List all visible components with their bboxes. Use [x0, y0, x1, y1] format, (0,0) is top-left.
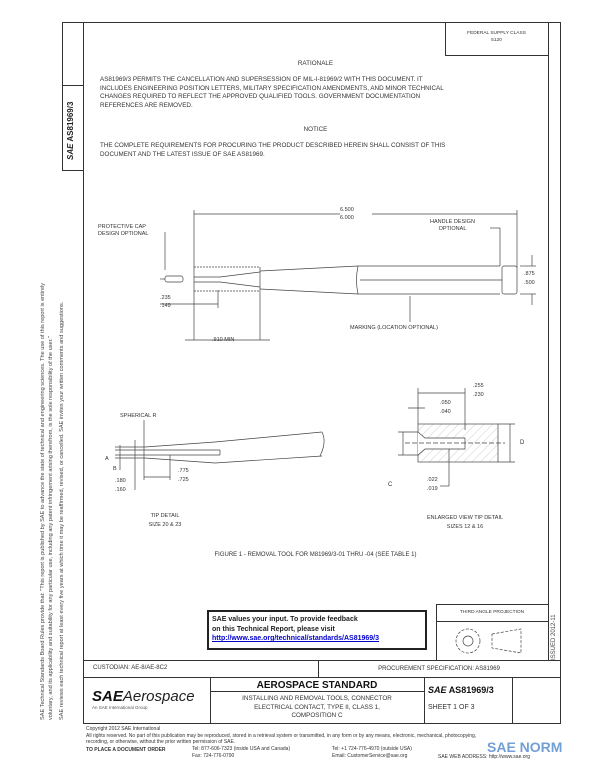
label-b: B	[113, 466, 117, 472]
aerospace-standard-title: AEROSPACE STANDARD	[256, 680, 378, 691]
label-line: DESIGN OPTIONAL	[98, 231, 149, 237]
label-a: A	[105, 456, 109, 462]
label-line: SIZE 20 & 23	[148, 522, 182, 528]
protective-cap-label	[98, 224, 148, 238]
web-address: SAE WEB ADDRESS: http://www.sae.org	[438, 754, 530, 760]
sae-aerospace-logo	[92, 688, 195, 710]
dim-775	[178, 467, 189, 485]
overall-length-dim	[340, 206, 354, 222]
logo-subtitle: An SAE International Group	[92, 705, 148, 710]
dim-max: .050	[440, 400, 451, 406]
dim-min: .149	[160, 303, 171, 309]
side-notice-1: SAE Technical Standards Board Rules provide that: "This report is published by SAE to advance the state of technical and engineering sciences. The use of this report is entirely	[40, 282, 46, 720]
handle-dia-dim	[524, 270, 535, 288]
watermark-logo: SAE NORM	[487, 739, 563, 755]
dim-min: .230	[473, 392, 484, 398]
contact-usa	[192, 746, 290, 760]
logo-sae: SAE	[92, 688, 123, 705]
third-angle-projection-icon	[436, 622, 548, 660]
rights-line: recording, or otherwise, without the prior written permission of SAE.	[86, 739, 236, 745]
logo-aerospace: Aerospace	[122, 688, 195, 705]
dim-min: .019	[427, 486, 438, 492]
notice-heading: NOTICE	[303, 126, 328, 133]
sheet-number: SHEET 1 OF 3	[428, 704, 475, 711]
divider	[83, 677, 561, 678]
text-line: DOCUMENT AND THE LATEST ISSUE OF SAE AS81969.	[100, 150, 265, 158]
doc-number: AS81969/3	[66, 101, 75, 142]
dim-022	[427, 476, 438, 494]
label-line: ENLARGED VIEW TIP DETAIL	[426, 515, 504, 521]
dim-min: .040	[440, 409, 451, 415]
dim-050	[440, 399, 451, 417]
fsc-label: FEDERAL SUPPLY CLASS	[467, 31, 526, 36]
procurement-spec: PROCUREMENT SPECIFICATION: AS81969	[378, 666, 500, 672]
document-title	[210, 695, 424, 721]
divider	[210, 691, 424, 692]
order-label: TO PLACE A DOCUMENT ORDER	[86, 747, 166, 753]
label-c: C	[388, 482, 393, 488]
dim-min: .500	[524, 280, 535, 286]
text-line: INCLUDES ENGINEERING POSITION LETTERS, MILITARY SPECIFICATION AMENDMENTS, AND MINOR TECHNICAL	[100, 84, 444, 92]
title-line: INSTALLING AND REMOVAL TOOLS, CONNECTOR	[242, 695, 392, 702]
doc-number-block	[428, 686, 494, 695]
title-line: ELECTRICAL CONTACT, TYPE II, CLASS 1,	[254, 703, 380, 711]
text-line: AS81969/3 PERMITS THE CANCELLATION AND SUPERSESSION OF MIL-I-81969/2 WITH THIS DOCUMENT. IT	[100, 76, 423, 83]
sae-logo-small: SAE	[428, 685, 447, 695]
feedback-link[interactable]: http://www.sae.org/technical/standards/AS81969/3	[212, 635, 380, 642]
label-line: SIZES 12 & 16	[446, 524, 484, 530]
phone: Tel: +1 724-776-4970 (outside USA)	[332, 746, 412, 752]
contact-intl	[332, 746, 412, 760]
dim-max: 6.500	[340, 207, 354, 213]
fsc-code: 5120	[491, 38, 502, 43]
dim-max: .180	[115, 478, 126, 484]
text-line: CHANGES REQUIRED TO REFLECT THE APPROVED QUALIFIED TOOLS. GOVERNMENT DOCUMENTATION	[100, 93, 421, 101]
dim-min: .160	[115, 487, 126, 493]
label-line: OPTIONAL	[438, 226, 467, 232]
figure-caption: FIGURE 1 - REMOVAL TOOL FOR M81969/3-01 THRU -04 (SEE TABLE 1)	[214, 552, 417, 558]
dim-255	[473, 382, 484, 400]
divider	[83, 660, 561, 661]
copyright: Copyright 2012 SAE International	[86, 726, 161, 732]
text-line: REFERENCES ARE REMOVED.	[100, 101, 193, 109]
label-line: HANDLE DESIGN	[430, 219, 475, 225]
footer-copyright	[86, 726, 476, 746]
tip-length-dim	[160, 294, 171, 310]
fax: Fax: 724-776-0790	[192, 753, 235, 759]
min-length-dim: .910 MIN	[212, 337, 235, 343]
dim-max: .022	[427, 477, 438, 483]
marking-label: MARKING (LOCATION OPTIONAL)	[350, 325, 438, 331]
rights-line: All rights reserved. No part of this publication may be reproduced, stored in a retrieval system or transmitted, in any form or by any means, electronic, mechanical, photocopying,	[86, 732, 477, 739]
spherical-label: SPHERICAL R	[120, 413, 157, 419]
dim-min: .725	[178, 477, 189, 483]
divider	[512, 678, 513, 724]
phone: Tel: 877-606-7323 (inside USA and Canada)	[192, 746, 291, 752]
label-line: TIP DETAIL	[150, 513, 180, 519]
enlarged-label	[410, 514, 520, 532]
sae-logo-small: SAE	[66, 143, 75, 160]
dim-min: 6.000	[340, 215, 354, 221]
feedback-line: on this Technical Report, please visit	[212, 625, 335, 633]
handle-label	[430, 219, 475, 233]
label-d: D	[520, 440, 525, 446]
tip-detail-label	[130, 512, 200, 530]
dim-max: .775	[178, 468, 189, 474]
doc-number: AS81969/3	[448, 685, 494, 695]
email: Email: CustomerService@sae.org	[332, 753, 408, 759]
text-line: THE COMPLETE REQUIREMENTS FOR PROCURING THE PRODUCT DESCRIBED HEREIN SHALL CONSIST OF THIS	[100, 142, 446, 149]
title-line: COMPOSITION C	[291, 712, 343, 719]
label-line: PROTECTIVE CAP	[98, 224, 146, 230]
custodian: CUSTODIAN: AE-8/AE-8C2	[93, 665, 168, 671]
side-notice-2: voluntary, and its applicability and suitability for any particular use, including any patent infringement arising therefrom, is the sole responsibility of the user."	[48, 336, 54, 720]
third-angle-label: THIRD ANGLE PROJECTION	[459, 610, 525, 615]
dim-180	[115, 477, 126, 495]
frame-bottom	[83, 723, 561, 724]
divider	[436, 604, 549, 605]
rationale-heading: RATIONALE	[297, 60, 334, 67]
divider	[424, 678, 425, 724]
dim-max: .255	[473, 383, 484, 389]
feedback-box	[207, 610, 427, 650]
issued-date: ISSUED 2012-11	[551, 614, 557, 660]
feedback-line: SAE values your input. To provide feedback	[212, 616, 358, 623]
side-notice-3: SAE reviews each technical report at least every five years at which time it may be reaffirmed, revised, or cancelled. SAE invites your written comments and suggestions.	[59, 301, 65, 720]
dim-max: .235	[160, 295, 171, 301]
dim-max: .875	[524, 271, 535, 277]
